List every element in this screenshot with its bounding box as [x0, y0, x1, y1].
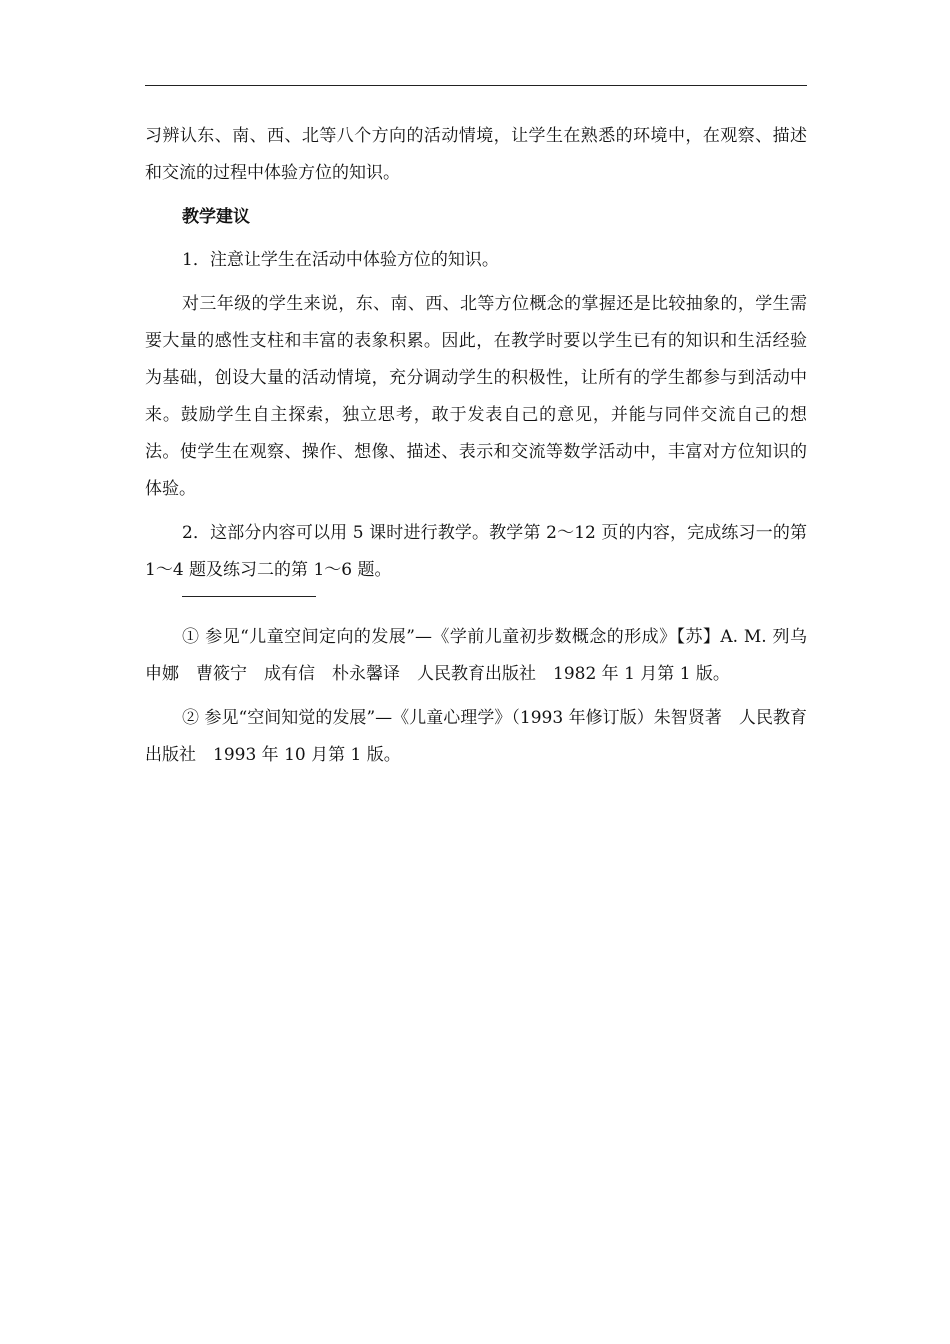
footnote-rule — [182, 596, 316, 597]
document-body — [145, 118, 807, 781]
section-heading: 教学建议 — [182, 207, 250, 227]
item1-body: 对三年级的学生来说，东、南、西、北等方位概念的掌握还是比较抽象的，学生需要大量的感性支柱和丰富的表象积累。因此，在教学时要以学生已有的知识和生活经验为基础，创设大量的活动情境，充分调动学生的积极性，让所有的学生都参与到活动中来。鼓励学生自主探索，独立思考，敢于发表自己的意见，并能与同伴交流自己的想法。使学生在观察、操作、想像、描述、表示和交流等数学活动中，丰富对方位知识的体验。 — [145, 294, 807, 499]
header-rule — [145, 85, 807, 86]
footnote-1: ① 参见“儿童空间定向的发展”—《学前儿童初步数概念的形成》【苏】A. M. 列乌申娜 曹筱宁 成有信 朴永馨译 人民教育出版社 1982 年 1 月第 1 版。 — [145, 627, 807, 684]
continuation-paragraph: 习辨认东、南、西、北等八个方向的活动情境，让学生在熟悉的环境中，在观察、描述和交流的过程中体验方位的知识。 — [145, 126, 807, 183]
item1-title: 1．注意让学生在活动中体验方位的知识。 — [182, 250, 499, 270]
item2-paragraph: 2．这部分内容可以用 5 课时进行教学。教学第 2～12 页的内容，完成练习一的第 1～4 题及练习二的第 1～6 题。 — [145, 523, 807, 580]
footnote-2: ② 参见“空间知觉的发展”—《儿童心理学》（1993 年修订版）朱智贤著 人民教育出版社 1993 年 10 月第 1 版。 — [145, 708, 807, 765]
